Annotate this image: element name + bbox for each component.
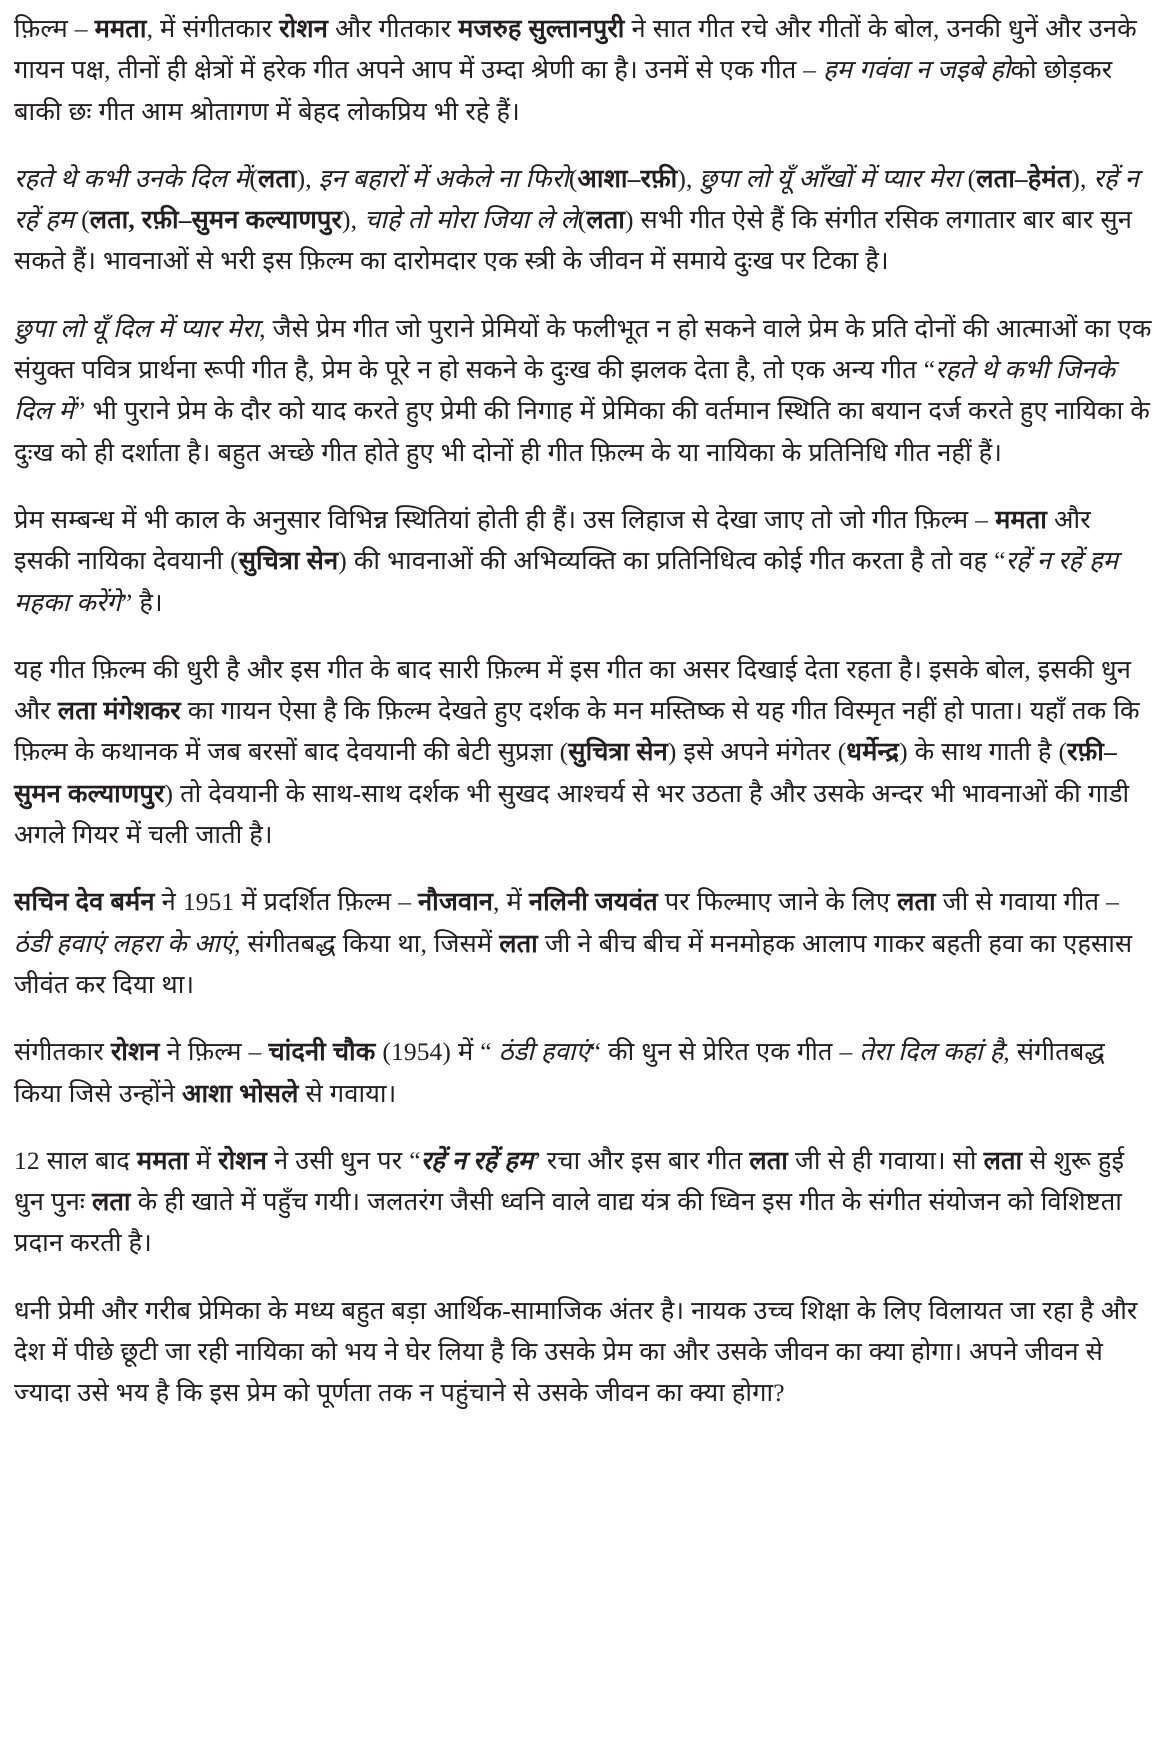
text-run: जी से ही गवाया। सो [788,1145,984,1175]
text-run: ) सभी गीत ऐसे हैं कि संगीत रसिक लगातार बार बार सुन सकते हैं। भावनाओं से भरी इस फ़िल्म का दारोमदार एक स्त्री के जीवन में समाये दुःख पर टिका है। [14,205,1133,276]
text-run: ठंडी हवाएं [498,1037,590,1067]
text-run: 12 साल बाद [14,1145,137,1175]
text-run: लता [499,928,538,958]
text-run: रोशन [279,14,328,43]
paragraph [14,499,1153,623]
text-run: संगीतकार [14,1037,111,1067]
text-run: ), [1071,163,1094,193]
text-run: नौजवान [418,887,494,917]
text-run: से गवाया। [298,1078,397,1108]
text-run: , संगीतबद्ध किया जिसे उन्होंने [14,1037,1105,1108]
text-run: चाहे तो मोरा जिया ले ले [364,205,578,235]
text-run: तेरा दिल कहां है [859,1037,1004,1067]
text-run: ममता [94,14,147,43]
text-run: ( [249,163,258,193]
text-run: का गायन ऐसा है कि फ़िल्म देखते हुए दर्शक के मन मस्तिष्क से यह गीत विस्मृत नहीं हो पाता। यहाँ तक कि फ़िल्म के कथानक में जब बरसों बाद देवयानी की बेटी सुप्रज्ञा ( [14,696,1140,767]
text-run: रहें न रहें हम [14,163,1139,235]
text-run: ) की भावनाओं की अभिव्यक्ति का प्रतिनिधित्व कोई गीत करता है तो वह “ [338,546,1006,576]
text-run: प्रेम सम्बन्ध में भी काल के अनुसार विभिन्न स्थितियां होती ही हैं। उस लिहाज से देखा जाए तो जो गीत फ़िल्म – [14,504,996,534]
paragraph [14,649,1153,855]
text-run: लता [897,887,936,917]
paragraph [14,881,1153,1005]
text-run: ने सात गीत रचे और गीतों के बोल, उनकी धुनें और उनके गायन पक्ष, तीनों ही क्षेत्रों में हरेक गीत अपने आप में उम्दा श्रेणी का है। उनमें से एक गीत – [14,14,1137,85]
text-run: ), [296,163,319,193]
text-run: ममता [995,504,1048,534]
text-run: , जैसे प्रेम गीत जो पुराने प्रेमियों के फलीभूत न हो सकने वाले प्रेम के प्रति दोनों की आत्माओं का एक संयुक्त पवित्र प्रार्थना रूपी गीत है, प्रेम के पूरे न हो सकने के दुःख की झलक देता है, तो एक अन्य गीत “ [14,313,1152,385]
text-run: छुपा लो यूँ दिल में प्यार मेरा [14,313,260,343]
text-run: रहें न रहें हम [420,1145,534,1175]
text-run: ), [677,163,700,193]
text-run: ) तो देवयानी के साथ-साथ दर्शक भी सुखद आश्चर्य से भर उठता है और उसके अन्दर भी भावनाओं की गाडी अगले गियर में चली जाती है। [14,778,1130,850]
text-run: लता, रफ़ी–सुमन कल्याणपुर [89,205,343,235]
text-run: इन बहारों में अकेले ना फिरो [318,163,569,193]
text-run: ) इसे अपने मंगेतर ( [667,737,847,767]
text-run: ’ रचा और इस बार गीत [533,1145,750,1175]
text-run: नलिनी जयवंत [528,887,658,917]
text-run: जी से गवाया गीत – [935,887,1119,917]
text-run: लता [257,163,297,193]
text-run: रफ़ी– सुमन कल्याणपुर [14,737,1117,808]
text-run: यह गीत फ़िल्म की धुरी है और इस गीत के बाद सारी फ़िल्म में इस गीत का असर दिखाई देता रहता है। इसके बोल, इसकी धुन और [14,654,1132,726]
text-run: ), [342,205,365,235]
text-run: रोशन [218,1145,267,1175]
text-run: छुपा लो यूँ आँखों में प्यार मेरा [699,163,961,193]
text-run: पर फिल्माए जाने के लिए [657,887,898,917]
text-run: और गीतकार [328,14,459,43]
text-run: , में संगीतकार [146,14,280,43]
text-run: लता [983,1145,1023,1175]
text-run: चांदनी चौक [268,1037,376,1067]
paragraph [14,1031,1153,1114]
text-run: लता [91,1187,131,1217]
text-run: “ की धुन से प्रेरित एक गीत – [589,1037,860,1067]
text-run: में [188,1145,219,1175]
text-run: मजरुह सुल्तानपुरी [458,14,625,43]
text-run: सुचित्रा सेन [238,546,339,576]
text-run: धर्मेन्द्र [846,737,900,767]
text-run: जी ने बीच बीच में मनमोहक आलाप गाकर बहती हवा का एहसास जीवंत कर दिया था। [14,928,1133,999]
text-run: ( [568,163,578,193]
text-run: ठंडी हवाएं लहरा के आएं [14,928,235,958]
text-run: हम गवंवा न जइबे हो [823,55,1011,85]
paragraph [14,8,1153,132]
text-run: सुचित्रा सेन [568,737,668,767]
paragraph-list [14,8,1153,1414]
text-run: रोशन [110,1037,160,1067]
paragraph [14,158,1153,282]
text-run: रहते थे कभी जिनके दिल में [14,355,1116,426]
text-run: ) के साथ गाती है ( [899,737,1068,767]
paragraph [14,1140,1153,1264]
text-run: रहें न रहें हम महका करेंगे [14,546,1119,617]
text-run: ( [577,205,587,235]
text-run: ( [74,205,90,235]
text-run: ” है। [120,587,163,617]
text-run: फ़िल्म – [14,14,95,43]
text-run: सचिन देव बर्मन [14,887,155,917]
text-run: , में [493,887,529,917]
text-run: के ही खाते में पहुँच गयी। जलतरंग जैसी ध्वनि वाले वाद्य यंत्र की ध्विन इस गीत के संगीत संयोजन को विशिष्टता प्रदान करती है। [14,1187,1122,1258]
text-run: ( [960,163,977,193]
text-run: ने फ़िल्म – [159,1037,269,1067]
text-run: धनी प्रेमी और गरीब प्रेमिका के मध्य बहुत बड़ा आर्थिक-सामाजिक अंतर है। नायक उच्च शिक्षा के लिए विलायत जा रहा है और देश में पीछे छूटी जा रही नायिका को भय ने घेर लिया है कि उसके प्रेम का और उसके जीवन का क्या होगा। अपने जीवन से ज्यादा उसे भय है कि इस प्रेम को पूर्णता तक न पहुंचाने से उसके जीवन का क्या होगा? [14,1295,1138,1408]
text-run: और इसकी नायिका देवयानी ( [14,504,1091,576]
text-run: लता–हेमंत [976,163,1072,193]
text-run: ममता [136,1145,189,1175]
text-run: , संगीतबद्ध किया था, जिसमें [234,928,500,958]
text-run: लता [586,205,625,235]
text-run: (1954) में “ [375,1037,499,1067]
text-run: ने उसी धुन पर “ [266,1145,421,1175]
text-run: आशा भोसले [181,1078,299,1108]
text-run: लता [749,1145,788,1175]
paragraph [14,308,1153,473]
text-run: लता मंगेशकर [57,696,181,726]
text-run: से शुरू हुई धुन पुनः [14,1145,1125,1217]
text-run: रहते थे कभी उनके दिल में [14,163,250,193]
text-run: को छोड़कर बाकी छः गीत आम श्रोतागण में बेहद लोकप्रिय भी रहे हैं। [14,55,1113,126]
text-run: आशा–रफ़ी [577,163,678,193]
text-run: ” भी पुराने प्रेम के दौर को याद करते हुए प्रेमी की निगाह में प्रेमिका की वर्तमान स्थिति का बयान दर्ज करते हुए नायिका के दुःख को ही दर्शाता है। बहुत अच्छे गीत होते हुए भी दोनों ही गीत फ़िल्म के या नायिका के प्रतिनिधि गीत नहीं हैं। [14,396,1150,467]
text-run: ने 1951 में प्रदर्शित फ़िल्म – [154,887,419,917]
paragraph [14,1290,1153,1414]
